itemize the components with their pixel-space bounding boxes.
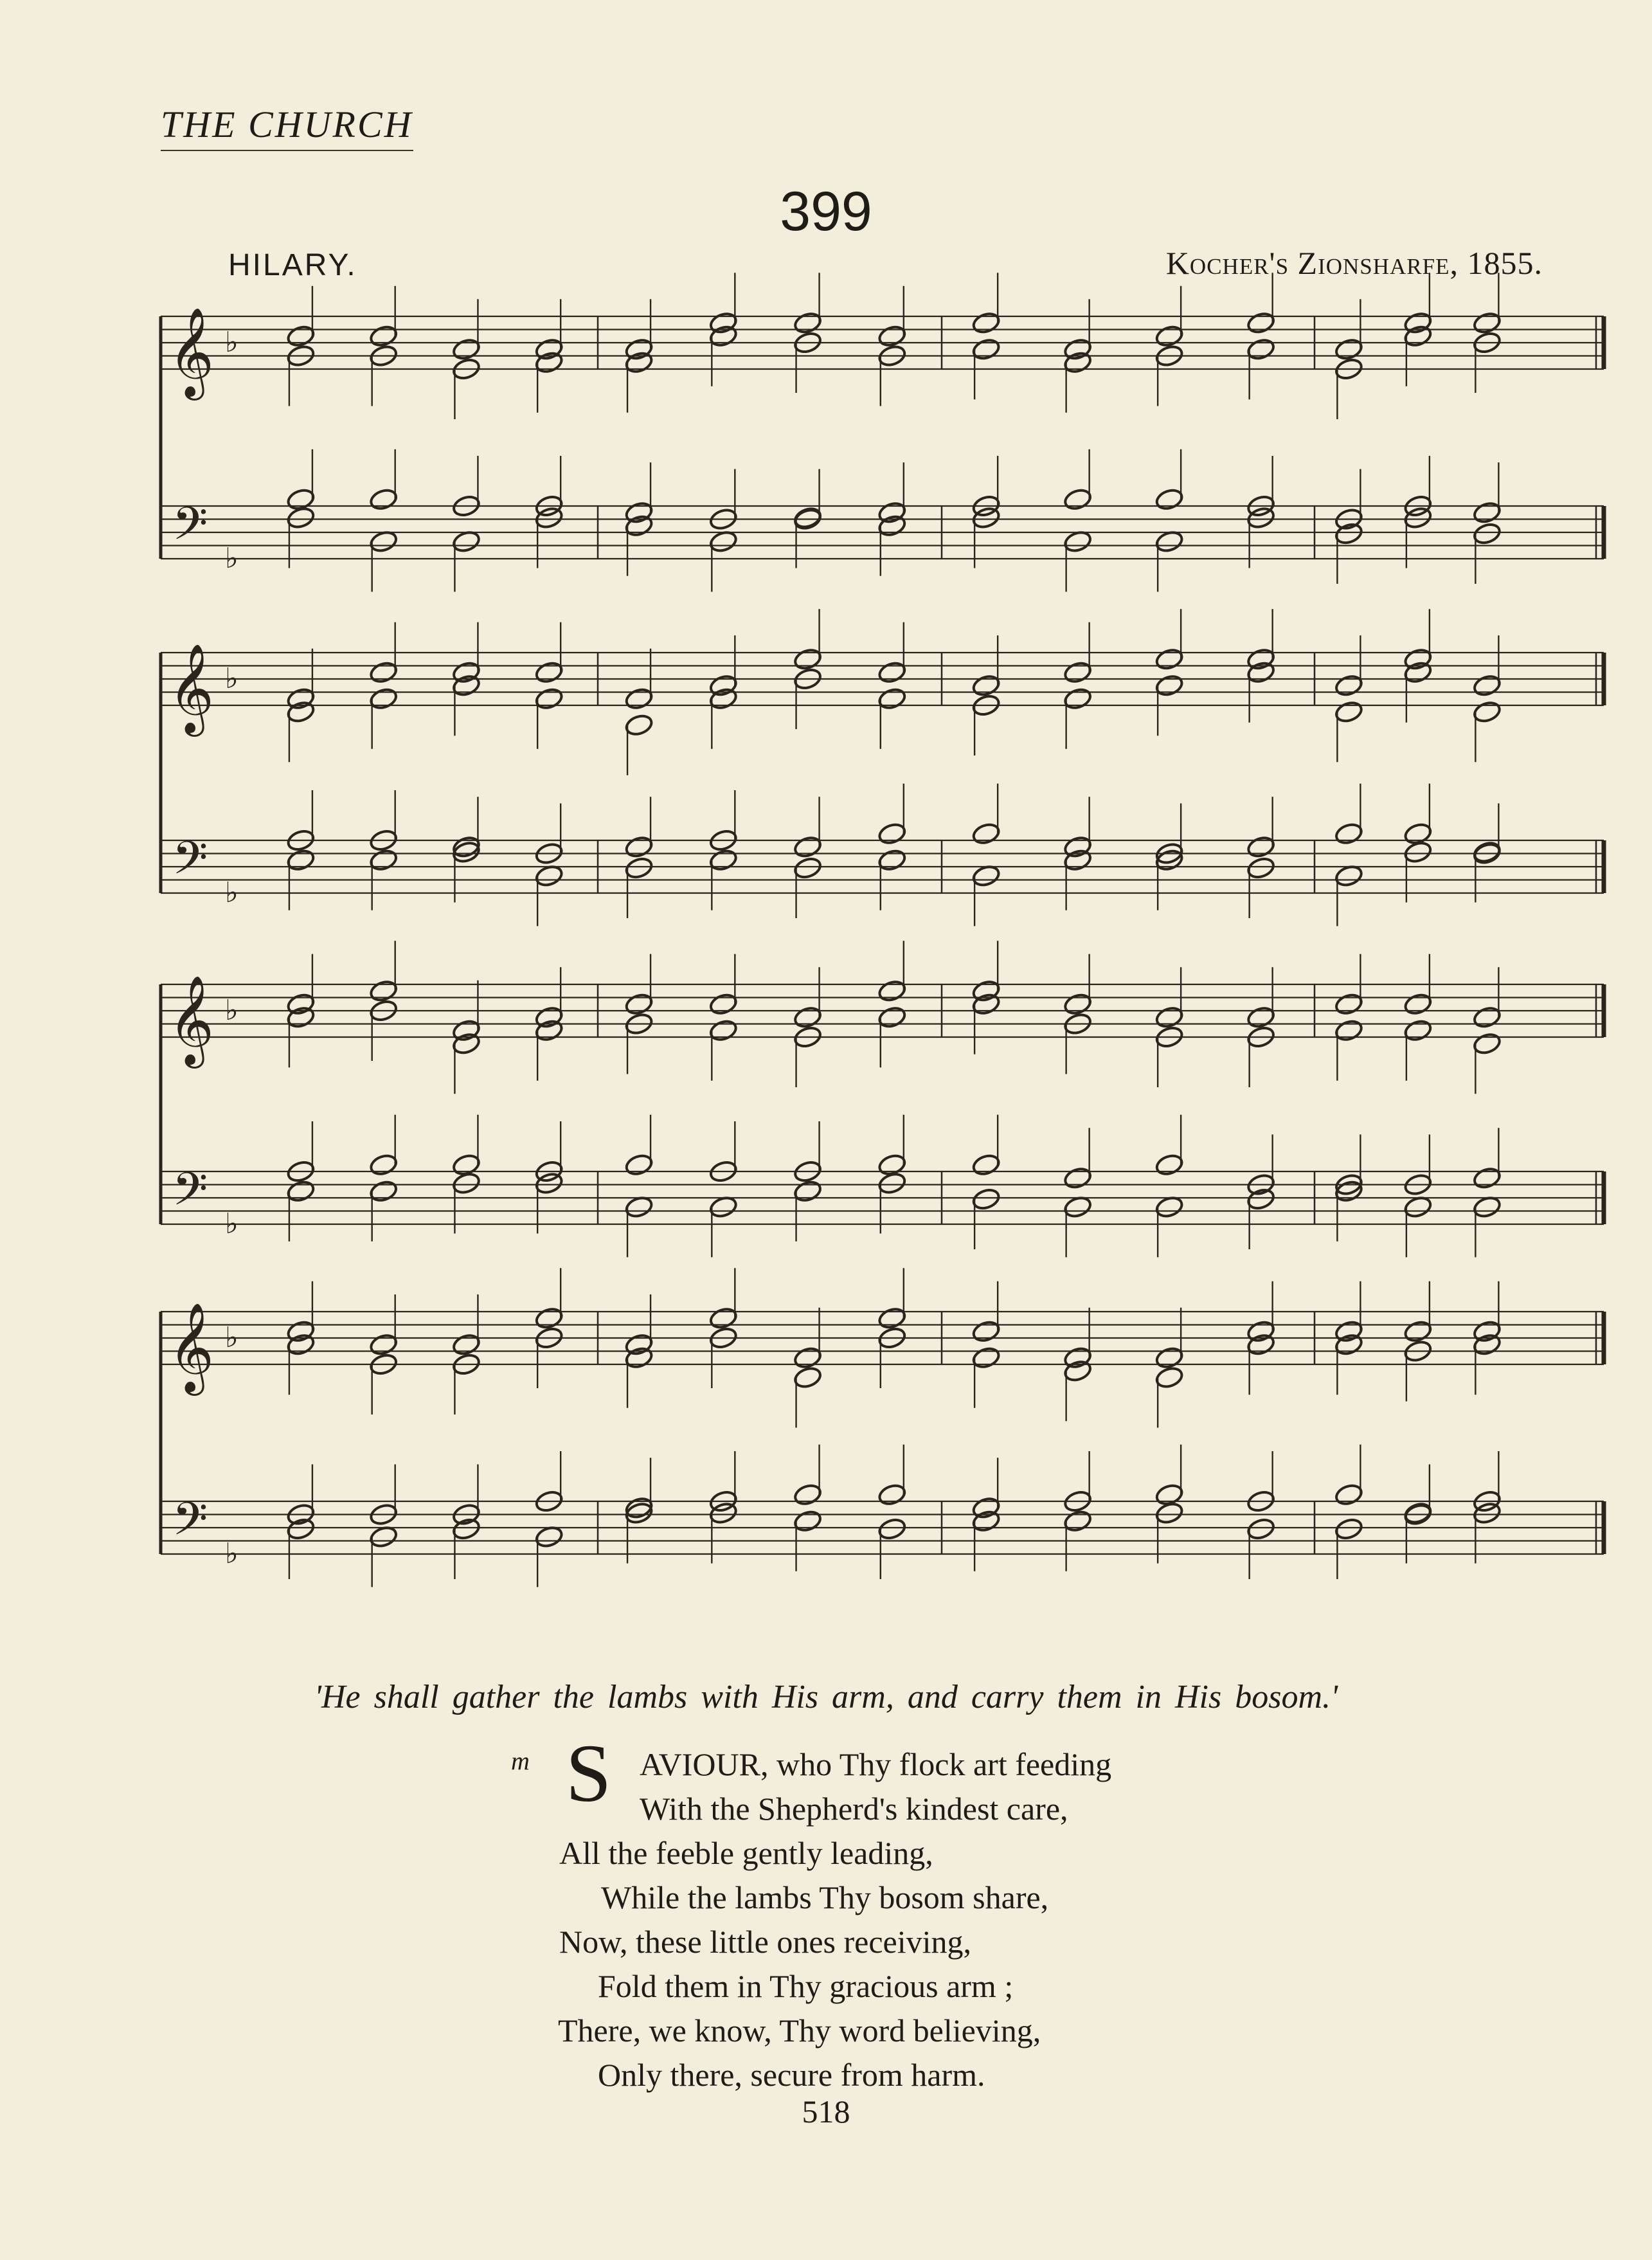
- half-note: [877, 1005, 907, 1029]
- tune-source: Kocher's Zionsharfe, 1855.: [1165, 245, 1543, 281]
- half-note: [1334, 673, 1363, 698]
- verse-line: Fold them in Thy gracious arm ;: [598, 1968, 1014, 2004]
- half-note: [1403, 647, 1433, 671]
- half-note: [451, 337, 481, 361]
- half-note: [286, 1005, 316, 1029]
- verse-first-line: AVIOUR, who Thy flock art feeding: [640, 1746, 1112, 1782]
- half-note: [286, 848, 316, 872]
- half-note: [368, 487, 398, 512]
- bass-clef-icon: 𝄢: [172, 497, 208, 562]
- half-note: [971, 1319, 1001, 1344]
- flat-icon: ♭: [225, 326, 238, 359]
- half-note: [877, 1517, 907, 1541]
- half-note: [286, 992, 316, 1017]
- dynamic-marking: m: [511, 1746, 530, 1775]
- half-note: [971, 1496, 1001, 1520]
- half-note: [793, 647, 822, 671]
- flat-icon: ♭: [225, 1321, 238, 1354]
- half-note: [1154, 647, 1184, 671]
- half-note: [534, 660, 564, 685]
- half-note: [971, 992, 1001, 1017]
- half-note: [1154, 1153, 1184, 1177]
- half-note: [624, 1346, 654, 1370]
- half-note: [286, 700, 316, 724]
- half-note: [877, 687, 907, 711]
- half-note: [624, 835, 654, 859]
- half-note: [1472, 673, 1502, 698]
- half-note: [793, 1346, 822, 1370]
- flat-icon: ♭: [225, 1207, 238, 1240]
- half-note: [624, 1332, 654, 1357]
- half-note: [1334, 337, 1363, 361]
- half-note: [1403, 1319, 1433, 1344]
- half-note: [534, 1306, 564, 1330]
- half-note: [793, 1179, 822, 1204]
- half-note: [451, 1031, 481, 1056]
- half-note: [1246, 337, 1275, 361]
- half-note: [971, 1187, 1001, 1211]
- half-note: [534, 1018, 564, 1043]
- half-note: [1334, 1483, 1363, 1507]
- verse-line: Now, these little ones receiving,: [559, 1924, 972, 1960]
- half-note: [624, 713, 654, 737]
- half-note: [286, 505, 316, 530]
- half-note: [534, 337, 564, 361]
- half-note: [1246, 1332, 1275, 1357]
- half-note: [1472, 1332, 1502, 1357]
- half-note: [1472, 1005, 1502, 1029]
- half-note: [708, 687, 738, 711]
- running-head: THE CHURCH: [161, 103, 413, 151]
- half-note: [1154, 673, 1184, 698]
- half-note: [1154, 1501, 1184, 1525]
- verse-line: All the feeble gently leading,: [559, 1835, 933, 1871]
- flat-icon: ♭: [225, 994, 238, 1027]
- half-note: [368, 1153, 398, 1177]
- half-note: [1246, 1517, 1275, 1541]
- half-note: [1063, 1359, 1092, 1383]
- half-note: [1063, 1509, 1092, 1533]
- drop-cap: S: [566, 1728, 612, 1819]
- half-note: [624, 500, 654, 525]
- half-note: [624, 687, 654, 711]
- flat-icon: ♭: [225, 662, 238, 695]
- verse-line: With the Shepherd's kindest care,: [640, 1791, 1068, 1827]
- half-note: [1154, 1365, 1184, 1389]
- half-note: [1246, 835, 1275, 859]
- half-note: [1154, 324, 1184, 348]
- half-note: [1472, 311, 1502, 335]
- half-note: [1403, 992, 1433, 1017]
- half-note: [534, 687, 564, 711]
- half-note: [793, 1509, 822, 1533]
- half-note: [793, 1005, 822, 1029]
- half-note: [1063, 487, 1092, 512]
- half-note: [793, 856, 822, 880]
- half-note: [708, 311, 738, 335]
- half-note: [971, 337, 1001, 361]
- half-note: [708, 1306, 738, 1330]
- half-note: [368, 1179, 398, 1204]
- half-note: [1246, 1319, 1275, 1344]
- half-note: [624, 514, 654, 538]
- half-note: [708, 1018, 738, 1043]
- half-note: [1334, 1319, 1363, 1344]
- half-note: [971, 1509, 1001, 1533]
- half-note: [971, 673, 1001, 698]
- half-note: [793, 835, 822, 859]
- half-note: [1063, 660, 1092, 685]
- half-note: [534, 350, 564, 375]
- half-note: [971, 1346, 1001, 1370]
- half-note: [793, 1365, 822, 1389]
- half-note: [368, 1332, 398, 1357]
- half-note: [624, 337, 654, 361]
- page-number: 518: [802, 2093, 850, 2129]
- half-note: [1154, 1346, 1184, 1370]
- half-note: [1063, 835, 1092, 859]
- verse-line: There, we know, Thy word believing,: [558, 2012, 1041, 2048]
- half-note: [624, 1153, 654, 1177]
- half-note: [708, 324, 738, 348]
- bass-clef-icon: 𝄢: [172, 1162, 208, 1227]
- hymn-number: 399: [780, 181, 872, 242]
- half-note: [877, 848, 907, 872]
- half-note: [624, 350, 654, 375]
- half-note: [1334, 700, 1363, 724]
- half-note: [451, 1332, 481, 1357]
- half-note: [1246, 660, 1275, 685]
- half-note: [1334, 1517, 1363, 1541]
- half-note: [368, 324, 398, 348]
- half-note: [1334, 1332, 1363, 1357]
- half-note: [1403, 840, 1433, 864]
- half-note: [877, 822, 907, 846]
- half-note: [1334, 822, 1363, 846]
- half-note: [971, 979, 1001, 1003]
- half-note: [624, 856, 654, 880]
- half-note: [1063, 337, 1092, 361]
- half-note: [1063, 687, 1092, 711]
- half-note: [286, 687, 316, 711]
- half-note: [708, 673, 738, 698]
- half-note: [793, 311, 822, 335]
- half-note: [451, 673, 481, 698]
- half-note: [1334, 992, 1363, 1017]
- half-note: [1246, 311, 1275, 335]
- bass-clef-icon: 𝄢: [172, 1492, 208, 1557]
- half-note: [1403, 324, 1433, 348]
- half-note: [624, 992, 654, 1017]
- half-note: [1154, 487, 1184, 512]
- bass-clef-icon: 𝄢: [172, 831, 208, 896]
- half-note: [877, 1483, 907, 1507]
- half-note: [1063, 1346, 1092, 1370]
- half-note: [286, 1179, 316, 1204]
- half-note: [1472, 500, 1502, 525]
- half-note: [708, 992, 738, 1017]
- half-note: [368, 979, 398, 1003]
- half-note: [1063, 992, 1092, 1017]
- half-note: [1063, 1166, 1092, 1190]
- half-note: [971, 1153, 1001, 1177]
- treble-clef-icon: 𝄞: [168, 307, 214, 397]
- half-note: [534, 1005, 564, 1029]
- flat-icon: ♭: [225, 876, 238, 909]
- half-note: [1472, 1166, 1502, 1190]
- half-note: [368, 687, 398, 711]
- treble-clef-icon: 𝄞: [168, 644, 214, 733]
- half-note: [877, 1306, 907, 1330]
- half-note: [286, 324, 316, 348]
- half-note: [877, 324, 907, 348]
- half-note: [1403, 660, 1433, 685]
- half-note: [1403, 1018, 1433, 1043]
- half-note: [1246, 1005, 1275, 1029]
- half-note: [1472, 521, 1502, 546]
- half-note: [1063, 350, 1092, 375]
- half-note: [368, 848, 398, 872]
- half-note: [1334, 1018, 1363, 1043]
- half-note: [1472, 1031, 1502, 1056]
- half-note: [971, 822, 1001, 846]
- scripture-epigraph: 'He shall gather the lambs with His arm, and carry them in His bosom.': [314, 1679, 1338, 1715]
- half-note: [877, 514, 907, 538]
- half-note: [708, 848, 738, 872]
- half-note: [1063, 848, 1092, 872]
- half-note: [1246, 647, 1275, 671]
- tune-name: HILARY.: [228, 248, 357, 282]
- treble-clef-icon: 𝄞: [168, 1303, 214, 1392]
- verse-line: Only there, secure from harm.: [598, 2057, 985, 2093]
- half-note: [877, 500, 907, 525]
- half-note: [1472, 700, 1502, 724]
- half-note: [877, 979, 907, 1003]
- half-note: [451, 1171, 481, 1195]
- treble-clef-icon: 𝄞: [168, 975, 214, 1065]
- flat-icon: ♭: [225, 1537, 238, 1570]
- flat-icon: ♭: [225, 542, 238, 575]
- half-note: [286, 1319, 316, 1344]
- half-note: [971, 311, 1001, 335]
- hymn-verse: [508, 1728, 1112, 2097]
- verse-line: While the lambs Thy bosom share,: [601, 1879, 1049, 1915]
- half-note: [368, 660, 398, 685]
- half-note: [1154, 1005, 1184, 1029]
- half-note: [1403, 311, 1433, 335]
- half-note: [1472, 1319, 1502, 1344]
- half-note: [793, 1483, 822, 1507]
- half-note: [1246, 856, 1275, 880]
- half-note: [286, 1332, 316, 1357]
- half-note: [451, 1018, 481, 1043]
- half-note: [877, 660, 907, 685]
- half-note: [877, 1171, 907, 1195]
- half-note: [451, 660, 481, 685]
